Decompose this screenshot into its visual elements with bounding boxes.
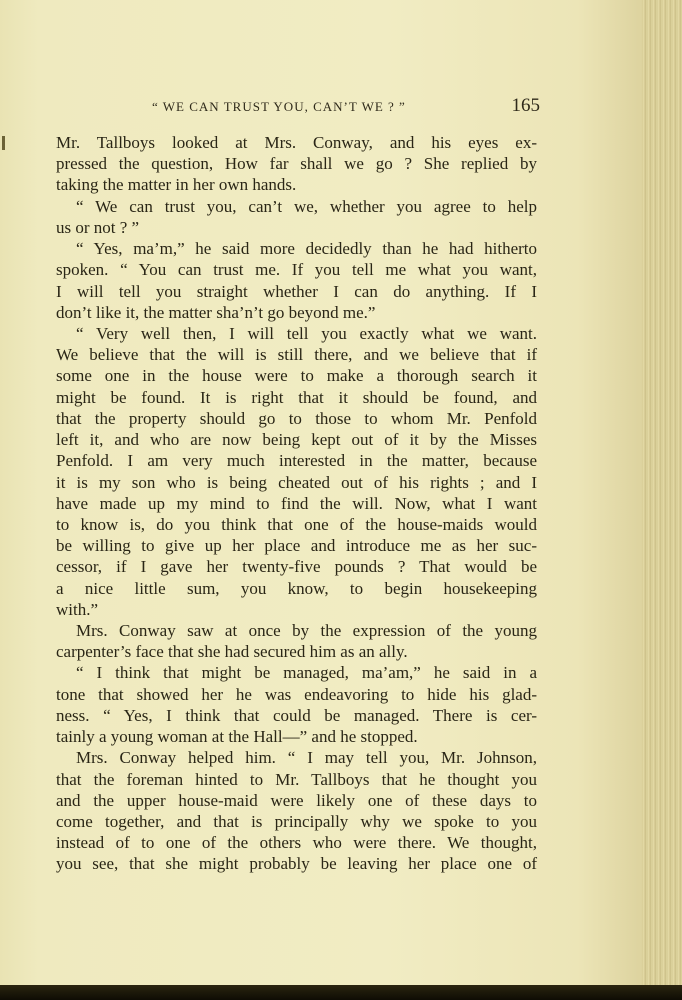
text-line: some one in the house were to make a thorough search it (56, 366, 537, 386)
text-line: I will tell you straight whether I can do anything. If I (56, 281, 537, 301)
text-line: “ Very well then, I will tell you exactly what we want. (76, 323, 537, 343)
text-line: carpenter’s face that she had secured him as an ally. (56, 642, 408, 662)
text-line: that the property should go to those to whom Mr. Penfold (56, 408, 537, 428)
running-head: “ WE CAN TRUST YOU, CAN’T WE ? ” (152, 99, 406, 114)
text-line: to know is, do you think that one of the house-maids would (56, 514, 537, 534)
text-line: you see, that she might probably be leaving her place one of (56, 854, 537, 874)
body-text (56, 132, 537, 875)
text-line: be willing to give up her place and introduce me as her suc- (56, 536, 537, 556)
text-line: it is my son who is being cheated out of his rights ; and I (56, 472, 537, 492)
text-line: We believe that the will is still there, and we believe that if (56, 345, 537, 365)
text-line: instead of to one of the others who were there. We thought, (56, 833, 537, 853)
text-line: Mr. Tallboys looked at Mrs. Conway, and his eyes ex- (56, 133, 537, 152)
text-line: and the upper house-maid were likely one of these days to (56, 790, 537, 810)
text-line: ness. “ Yes, I think that could be managed. There is cer- (56, 705, 537, 725)
text-line: a nice little sum, you know, to begin housekeeping (56, 578, 537, 598)
text-line: have made up my mind to find the will. Now, what I want (56, 493, 537, 513)
text-line: spoken. “ You can trust me. If you tell me what you want, (56, 260, 537, 280)
text-line: Penfold. I am very much interested in the matter, because (56, 451, 537, 471)
text-line: don’t like it, the matter sha’n’t go beyond me.” (56, 302, 376, 322)
bottom-shadow (0, 985, 682, 1000)
text-line: “ We can trust you, can’t we, whether you agree to help (76, 196, 537, 216)
text-line: tainly a young woman at the Hall—” and he stopped. (56, 727, 418, 747)
text-line: “ I think that might be managed, ma’am,” he said in a (76, 663, 537, 683)
text-line: pressed the question, How far shall we go ? She replied by (56, 154, 537, 174)
text-line: Mrs. Conway helped him. “ I may tell you, Mr. Johnson, (76, 748, 537, 768)
text-line: come together, and that is principally why we spoke to you (56, 812, 537, 831)
text-line: left it, and who are now being kept out of it by the Misses (56, 430, 537, 450)
text-line: Mrs. Conway saw at once by the expression of the young (76, 621, 537, 641)
text-line: cessor, if I gave her twenty-five pounds ? That would be (56, 557, 537, 577)
text-line: us or not ? ” (56, 217, 140, 237)
binding-mark (2, 136, 5, 150)
page-header (56, 96, 540, 120)
text-line: “ Yes, ma’m,” he said more decidedly than he had hitherto (76, 239, 537, 259)
text-line: tone that showed her he was endeavoring to hide his glad- (56, 684, 537, 704)
text-line: taking the matter in her own hands. (56, 175, 297, 195)
text-line: might be found. It is right that it should be found, and (56, 387, 537, 407)
text-line: that the foreman hinted to Mr. Tallboys that he thought you (56, 769, 537, 789)
page-number: 165 (511, 95, 540, 116)
text-line: with.” (56, 599, 99, 619)
page-edge (642, 0, 682, 985)
